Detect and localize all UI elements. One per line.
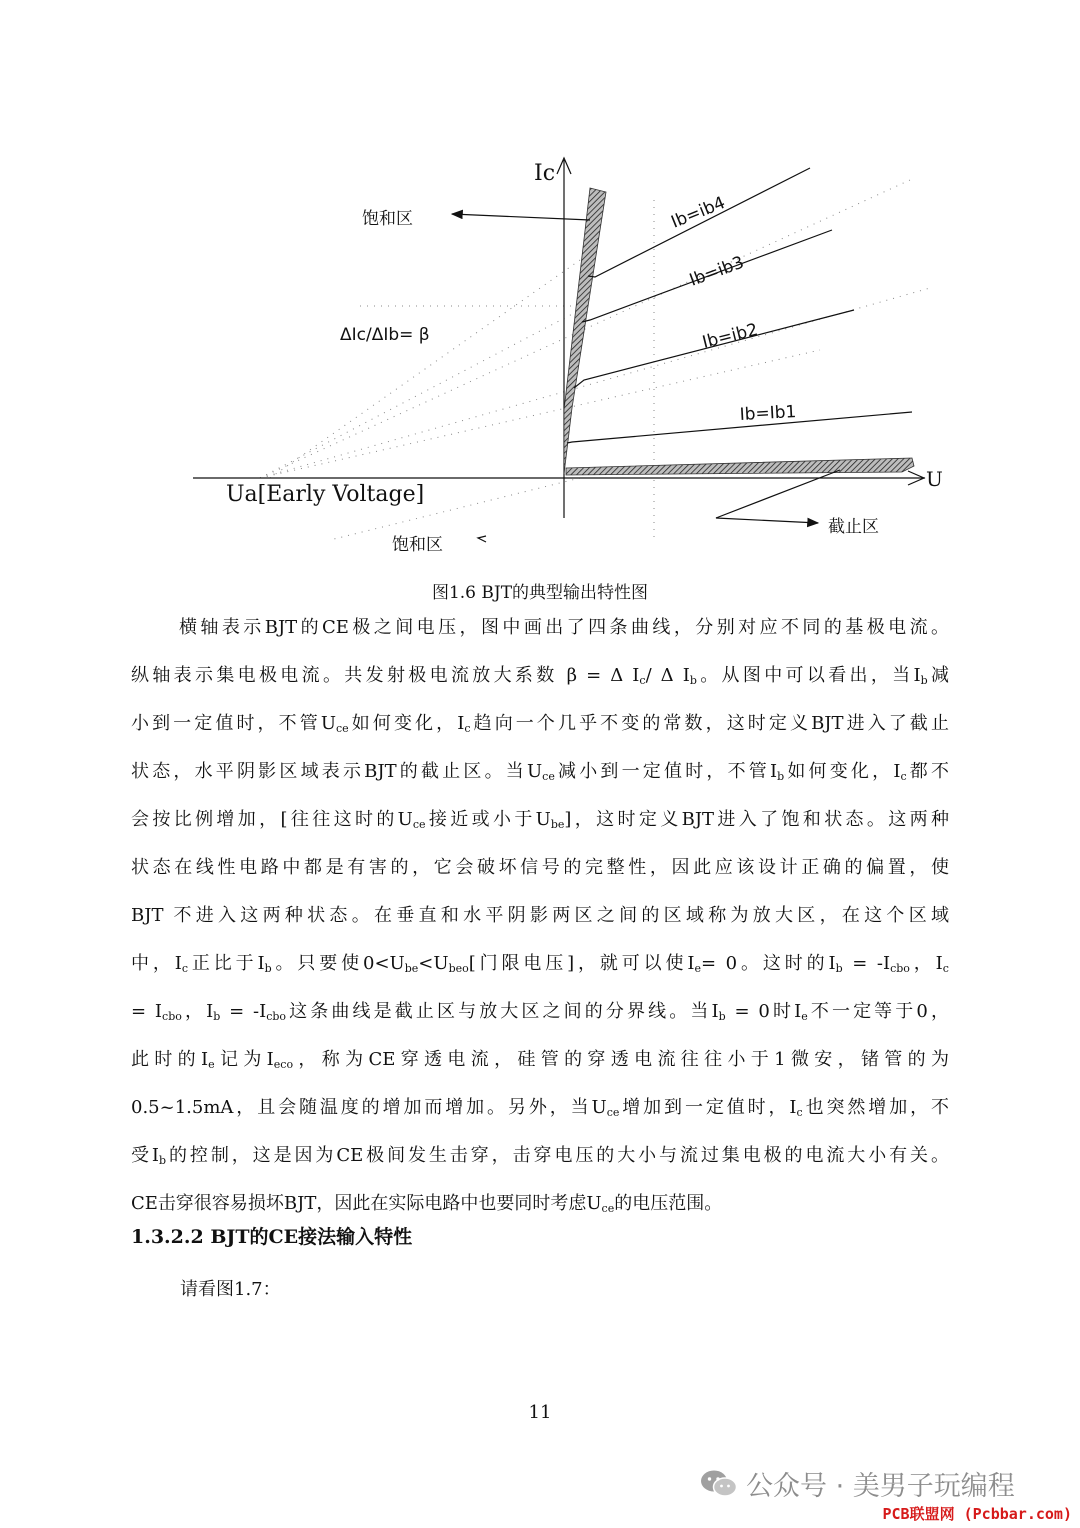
text-line: CE击穿很容易损坏BJT，因此在实际电路中也要同时考虑$U_{ce}$的电压范围。 bbox=[131, 1193, 723, 1215]
watermark-text: 公众号 · 美男子玩编程 bbox=[746, 1471, 1015, 1502]
curve-label-ib3: Ib=ib3 bbox=[686, 252, 747, 291]
text-line: 横轴表示BJT的CE极之间电压，图中画出了四条曲线，分别对应不同的基极电流。 bbox=[179, 617, 949, 638]
text-line: 中，$I_c$正比于$I_b$。只要使$0<U_{be}<U_{beo}$[门限电压]，就可以使$I_e= 0$。这时的$I_b = -I_{cbo}$，$I_c$ bbox=[131, 953, 949, 975]
body-paragraph bbox=[131, 604, 949, 1228]
curve-label-ib2: Ib=ib2 bbox=[700, 319, 760, 353]
section-heading: 1.3.2.2 BJT的CE接法输入特性 bbox=[131, 1226, 413, 1248]
saturation-arrow bbox=[452, 214, 590, 220]
see-figure-text: 请看图1.7： bbox=[180, 1279, 281, 1300]
cutoff-label: 截止区 bbox=[828, 517, 879, 537]
saturation-region bbox=[564, 188, 606, 474]
text-line: 0.5~1.5mA，且会随温度的增加而增加。另外，当$U_{ce}$增加到一定值时，$I_c$也突然增加，不 bbox=[131, 1097, 949, 1119]
characteristic-curves bbox=[567, 168, 912, 443]
wechat-icon bbox=[700, 1469, 738, 1499]
text-line: = $I_{cbo}$，$I_b = -I_{cbo}$这条曲线是截止区与放大区之间的分界线。当$I_b = 0$时$I_e$不一定等于0， bbox=[131, 1001, 949, 1023]
cutoff-region bbox=[566, 458, 914, 475]
text-line: 受$I_b$的控制，这是因为CE极间发生击穿，击穿电压的大小与流过集电极的电流大小有关。 bbox=[131, 1145, 949, 1167]
page-number: 11 bbox=[528, 1402, 552, 1423]
text-line: 状态在线性电路中都是有害的，它会破坏信号的完整性，因此应该设计正确的偏置，使 bbox=[131, 857, 949, 878]
text-line: 会按比例增加，[往往这时的$U_{ce}$接近或小于$U_{be}$]，这时定义BJT进入了饱和状态。这两种 bbox=[131, 809, 949, 831]
axis-x-end-label: U bbox=[926, 467, 943, 491]
beta-label: ΔIc/ΔIb= β bbox=[340, 325, 430, 345]
text-line: 此时的$I_e$记为$I_{eco}$，称为CE穿透电流，硅管的穿透电流往往小于1微安，锗管的为 bbox=[131, 1049, 949, 1071]
text-line: 纵轴表示集电极电流。共发射极电流放大系数 β = Δ $I_c/$ Δ $I_b$。从图中可以看出，当$I_b$减 bbox=[131, 665, 950, 687]
saturation-label-bottom: 饱和区 bbox=[392, 535, 443, 555]
watermark bbox=[700, 1464, 1015, 1503]
curve-label-ib4: Ib=ib4 bbox=[668, 192, 729, 233]
text-line: 小到一定值时，不管$U_{ce}$如何变化，$I_c$趋向一个几乎不变的常数，这时定义BJT进入了截止 bbox=[131, 713, 949, 735]
axis-y-label: Ic bbox=[534, 161, 556, 186]
figure-caption: 图1.6 BJT的典型输出特性图 bbox=[431, 583, 649, 603]
output-characteristic-figure bbox=[0, 140, 1080, 570]
text-line: 状态，水平阴影区域表示BJT的截止区。当$U_{ce}$减小到一定值时，不管$I_b$如何变化，$I_c$都不 bbox=[131, 761, 950, 783]
text-line: BJT 不进入这两种状态。在垂直和水平阴影两区之间的区域称为放大区，在这个区域 bbox=[131, 905, 949, 926]
site-mark: PCB联盟网 (Pcbbar.com) bbox=[882, 1505, 1072, 1523]
saturation-label-top: 饱和区 bbox=[362, 209, 413, 229]
axis-x-label: Ua[Early Voltage] bbox=[226, 482, 425, 507]
curve-label-ib1: Ib=Ib1 bbox=[739, 402, 797, 425]
saturation-bottom-marker-icon bbox=[478, 536, 486, 542]
